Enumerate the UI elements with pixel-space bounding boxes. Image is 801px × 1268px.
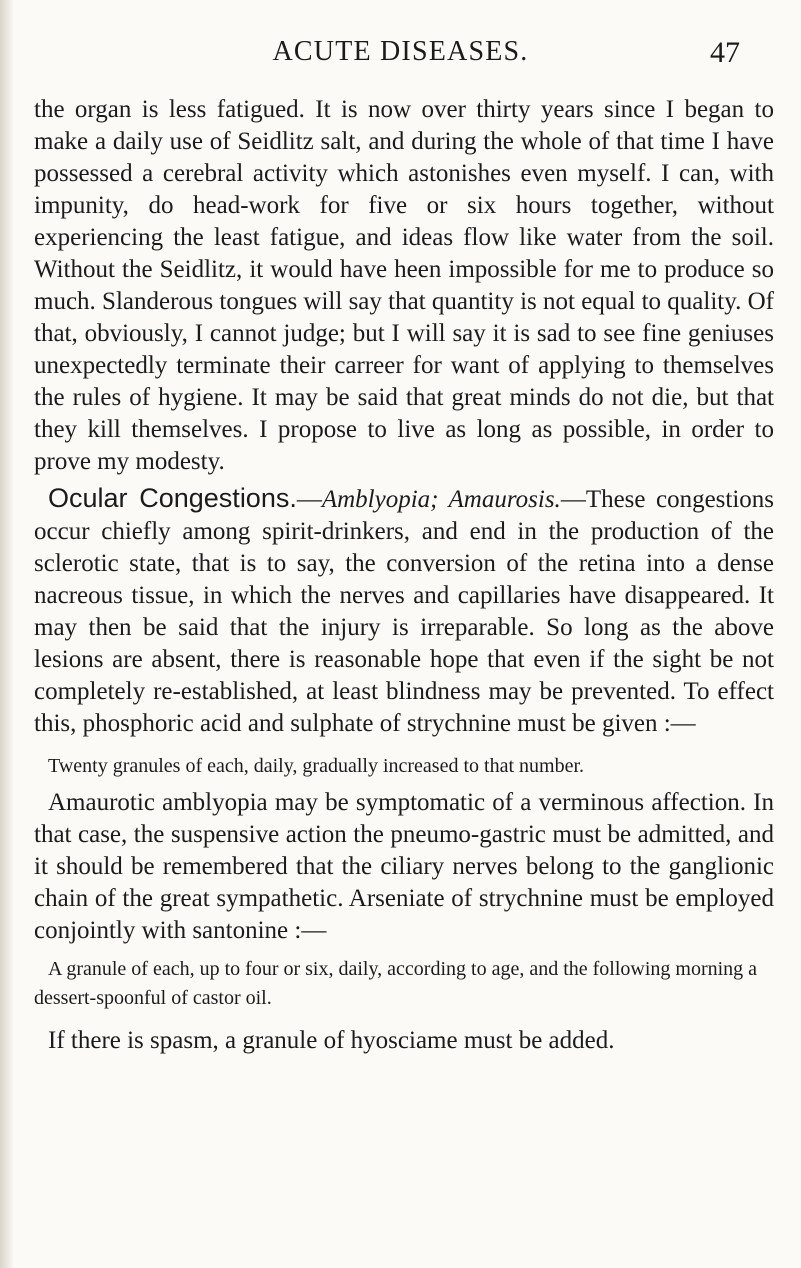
heading-dash: — — [296, 486, 322, 513]
section-subheading: Amblyopia; Amaurosis. — [321, 486, 561, 513]
dose-instruction-1: Twenty granules of each, daily, gradually increased to that number. — [48, 755, 585, 777]
dose-instruction-2: A granule of each, up to four or six, daily, according to age, and the following morning a dessert-spoonful of castor oil. — [34, 958, 758, 1009]
page-gutter-shadow — [0, 0, 14, 1268]
paragraph-spasm: If there is spasm, a granule of hyosciame must be added. — [48, 1027, 615, 1054]
paragraph-amaurotic: Amaurotic amblyopia may be symptomatic of a verminous affection. In that case, the suspensive action the pneumo-gastric must be admitted, and it should be remembered that the ciliary nerves belong to the ganglionic chain of the great sympathetic. Arseniate of strychnine must be employed conjointly with santonine :— — [34, 789, 774, 944]
heading-dash-2: — — [560, 486, 586, 513]
body-text — [34, 94, 774, 1057]
page-header — [0, 36, 801, 72]
paragraph-ocular-congestions — [34, 482, 774, 740]
page-number: 47 — [710, 36, 740, 69]
paragraph-seidlitz: the organ is less fatigued. It is now over thirty years since I began to make a daily use of Seidlitz salt, and during the whole of that time I have possessed a cerebral activity which astonishes even myself. I can, with impunity, do head-work for five or six hours together, without experiencing the least fatigue, and ideas flow like water from the soil. Without the Seidlitz, it would have heen impossible for me to produce so much. Slanderous tongues will say that quantity is not equal to quality. Of that, obviously, I cannot judge; but I will say it is sad to see fine geniuses unexpectedly terminate their carreer for want of applying to themselves the rules of hygiene. It may be said that great minds do not die, but that they kill themselves. I propose to live as long as possible, in order to prove my modesty. — [34, 96, 774, 475]
section-body: These congestions occur chiefly among spirit-drinkers, and end in the production of the sclerotic state, that is to say, the conversion of the retina into a dense nacreous tissue, in which the nerves and capillaries have disappeared. It may then be said that the injury is irreparable. So long as the above lesions are absent, there is reasonable hope that even if the sight be not completely re-established, at least blindness may be prevented. To effect this, phosphoric acid and sulphate of strychnine must be given :— — [34, 486, 775, 737]
section-heading: Ocular Congestions. — [48, 483, 297, 513]
running-title: ACUTE DISEASES. — [272, 36, 529, 67]
